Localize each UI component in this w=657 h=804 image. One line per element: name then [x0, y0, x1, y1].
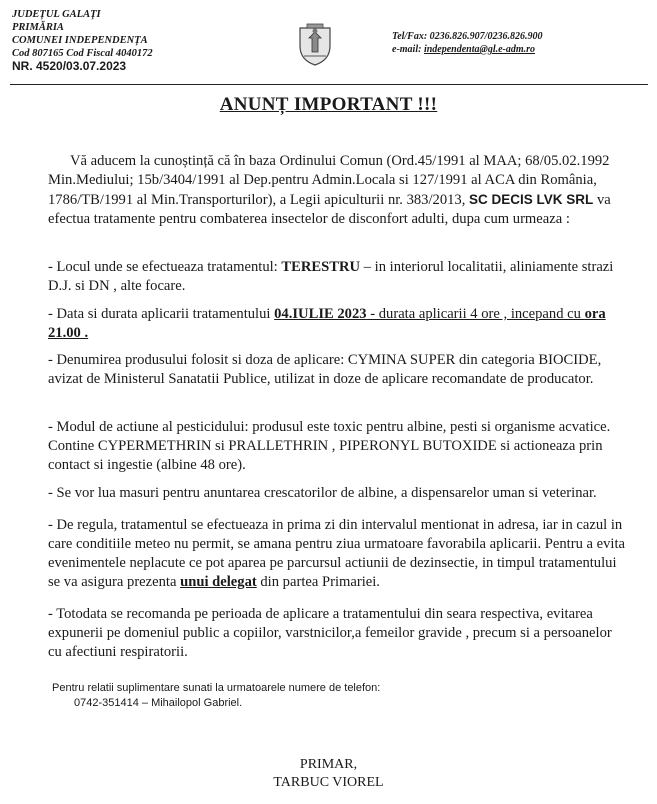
telfax: Tel/Fax: 0236.826.907/0236.826.900 [392, 31, 543, 42]
location-type: TERESTRU [281, 259, 361, 275]
contact-intro: Pentru relatii suplimentare sunati la urmatoarele numere de telefon: [52, 682, 381, 694]
county-name: JUDEȚUL GALAȚI [12, 9, 101, 20]
contact-block [52, 681, 380, 711]
product-text: - Denumirea produsului folosit si doza de aplicare: CYMINA SUPER din categoria BIOCIDE, avizat de Ministerul Sanatatii Publice, utilizat in doze de aplicare recomandate de producator. [48, 352, 602, 387]
fiscal-codes: Cod 807165 Cod Fiscal 4040172 [12, 48, 153, 59]
action-text: - Modul de actiune al pesticidului: produsul este toxic pentru albine, pesti si organisme acvatice. Contine CYPERMETHRIN si PRALLETHRIN , PIPERONYL BUTOXIDE si actioneaza prin contact si ingestie (albine 48 ore). [48, 419, 611, 473]
institution-name: PRIMĂRIA [12, 22, 64, 33]
email-address[interactable]: independenta@gl.e-adm.ro [423, 44, 536, 55]
date-paragraph [48, 305, 628, 343]
signature-name: TARBUC VIOREL [273, 775, 384, 790]
recommendation-paragraph [48, 605, 628, 662]
measures-paragraph [48, 484, 628, 503]
header-divider [10, 84, 648, 85]
location-paragraph [48, 258, 628, 296]
product-paragraph [48, 351, 628, 389]
intro-rest: va efectua tratamente pentru combaterea insectelor de disconfort adulti, dupa cum urmeaza : [48, 192, 611, 227]
location-rest: – in interiorul localitatii, aliniamente strazi D.J. si DN , alte focare. [48, 259, 614, 294]
intro-paragraph [48, 152, 628, 229]
action-paragraph [48, 418, 628, 475]
location-prefix: - Locul unde se efectueaza tratamentul: [48, 259, 282, 275]
contact-header [392, 30, 542, 56]
contact-phone: 0742-351414 – Mihailopol Gabriel. [74, 697, 243, 709]
rule-rest: din partea Primariei. [256, 574, 380, 590]
commune-name: COMUNEI INDEPENDENȚA [12, 35, 148, 46]
intro-text: Vă aducem la cunoștință că în baza Ordinului Comun (Ord.45/1991 al MAA; 68/05.02.1992 Min.Mediului; 15b/3404/1991 al Dep.pentru Admin.Locala si 127/1991 al ACA din România, 1786/TB/1991 al Min.Transporturilor), a Legii apiculturii nr. 383/2013, [48, 153, 610, 208]
registration-number: NR. 4520/03.07.2023 [12, 59, 127, 73]
announcement-title [0, 94, 657, 116]
treatment-date: 04.IULIE 2023 [274, 306, 367, 322]
email-line [392, 43, 542, 56]
date-prefix: - Data si durata aplicarii tratamentului [48, 306, 275, 322]
institution-header [12, 8, 153, 73]
duration-text: - durata aplicarii 4 ore , incepand cu [366, 306, 585, 322]
rule-paragraph [48, 516, 628, 592]
company-name: SC DECIS LVK SRL [469, 192, 594, 207]
measures-text: - Se vor lua masuri pentru anuntarea crescatorilor de albine, a dispensarelor uman si veterinar. [48, 485, 597, 501]
email-label: e-mail: [392, 44, 424, 55]
title-text: ANUNȚ IMPORTANT !!! [219, 94, 438, 115]
recommendation-text: - Totodata se recomanda pe perioada de aplicare a tratamentului din seara respectiva, evitarea expunerii pe domeniul public a copiilor, varstnicilor,a femeilor gravide , precum si a persoanelor cu afectiuni respiratorii. [48, 606, 612, 660]
start-time: ora 21.00 . [48, 306, 606, 341]
signature-block [0, 756, 657, 792]
rule-text: - De regula, tratamentul se efectueaza in prima zi din intervalul mentionat in adresa, iar in cazul in care conditiile meteo nu permit, se amana pentru ziua urmatoare favorabila aplicarii. Pentru a evita evenimentele neplacute ce pot aparea pe parcursul actiunii de dezinsectie, in timpul tratamentului se va asigura prezenta [48, 517, 626, 590]
delegate-text: unui delegat [180, 574, 257, 590]
signature-role: PRIMAR, [299, 757, 358, 772]
coat-of-arms-icon [296, 22, 334, 66]
